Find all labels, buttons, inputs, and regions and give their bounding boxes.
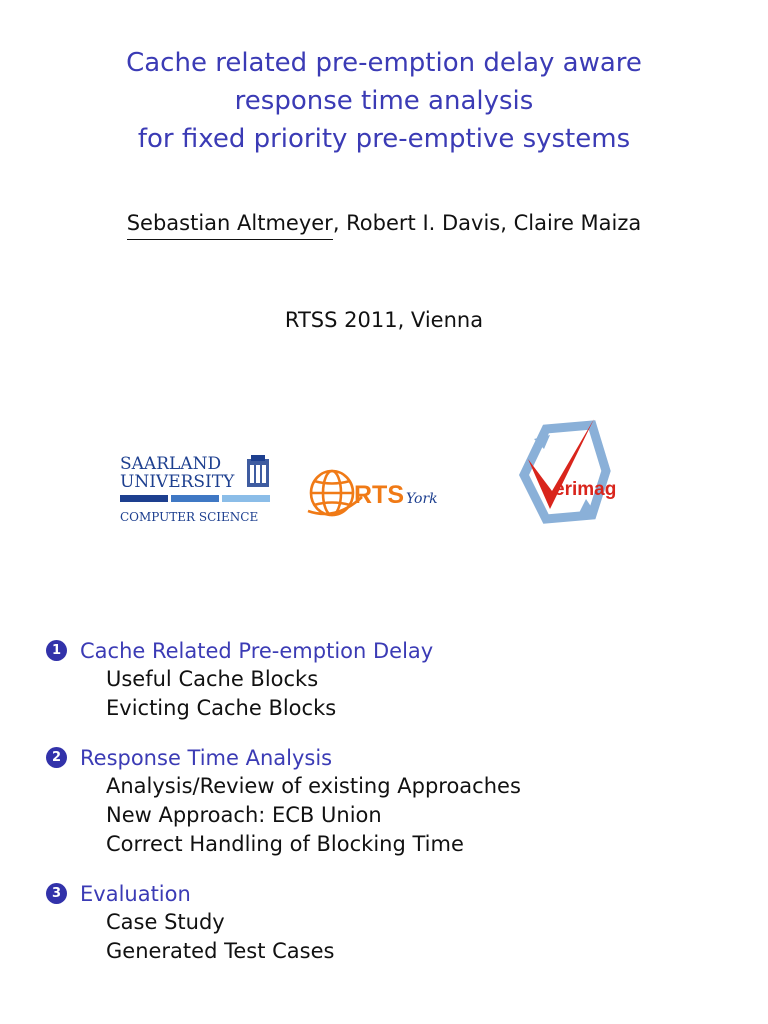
outline-section-1 bbox=[46, 636, 746, 723]
saarland-logo-line2: UNIVERSITY bbox=[120, 472, 235, 492]
subsection-item: Analysis/Review of existing Approaches bbox=[106, 774, 521, 798]
outline-section-2 bbox=[46, 743, 746, 859]
section-title: Response Time Analysis bbox=[80, 745, 333, 770]
outline bbox=[46, 636, 746, 986]
section-number-badge: 3 bbox=[46, 883, 67, 904]
slide-title bbox=[0, 44, 768, 158]
saarland-logo-line3: COMPUTER SCIENCE bbox=[120, 510, 259, 524]
author-list bbox=[0, 208, 768, 238]
rts-logo-text: RTS bbox=[354, 481, 404, 509]
section-number-badge: 1 bbox=[46, 640, 67, 661]
presenting-author: Sebastian Altmeyer bbox=[127, 211, 333, 240]
subsection-item: Generated Test Cases bbox=[106, 939, 335, 963]
section-title: Evaluation bbox=[80, 881, 191, 906]
rts-york-logo bbox=[306, 463, 466, 525]
title-line-1: Cache related pre-emption delay aware bbox=[126, 48, 642, 78]
saarland-university-logo bbox=[118, 453, 278, 527]
logo-row bbox=[0, 415, 768, 535]
verimag-logo-text: erimag bbox=[554, 479, 617, 500]
york-logo-text: York bbox=[406, 491, 438, 507]
venue: RTSS 2011, Vienna bbox=[284, 308, 484, 332]
subsection-item: Useful Cache Blocks bbox=[106, 667, 319, 691]
title-line-2: response time analysis bbox=[234, 86, 534, 116]
subsection-item: Case Study bbox=[106, 910, 225, 934]
subsection-item: Evicting Cache Blocks bbox=[106, 696, 337, 720]
co-authors: , Robert I. Davis, Claire Maiza bbox=[332, 211, 642, 235]
subsection-item: New Approach: ECB Union bbox=[106, 803, 382, 827]
subsection-item: Correct Handling of Blocking Time bbox=[106, 832, 464, 856]
saarland-logo-line1: SAARLAND bbox=[120, 454, 222, 474]
university-seal-icon bbox=[247, 455, 269, 487]
section-title: Cache Related Pre-emption Delay bbox=[80, 638, 434, 663]
outline-section-3 bbox=[46, 879, 746, 966]
title-line-3: for fixed priority pre-emptive systems bbox=[137, 124, 631, 154]
section-number-badge: 2 bbox=[46, 747, 67, 768]
verimag-logo bbox=[494, 415, 650, 527]
